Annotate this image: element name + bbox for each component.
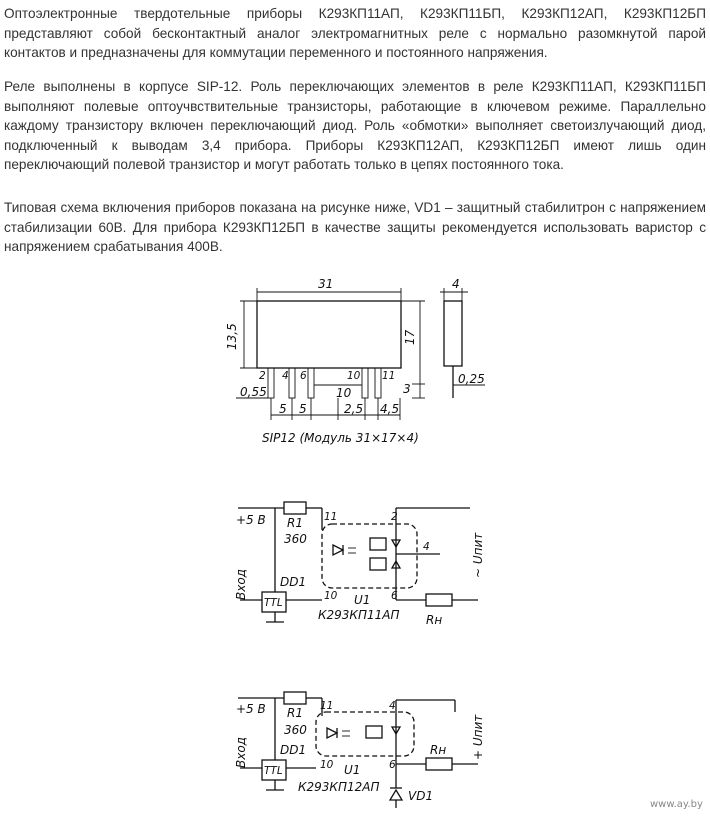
pin-label-10-b: 10: [320, 759, 334, 771]
output-label: ~ Uпит: [471, 532, 485, 578]
dim-pitch-b: 5: [299, 402, 307, 416]
ttl-label: TTL: [264, 597, 283, 609]
module-name-b: К293КП12АП: [298, 780, 380, 794]
pin-label-11-b: 11: [320, 700, 334, 712]
gate-ref: DD1: [280, 575, 307, 589]
supply-label: +5 В: [236, 513, 266, 527]
pin-label-6-b: 6: [389, 759, 396, 771]
module-ref: U1: [354, 593, 371, 607]
input-label-b: Вход: [234, 737, 248, 768]
r1-value: 360: [284, 532, 307, 546]
resistor-r1-b: [284, 692, 306, 704]
pin-10: 10: [347, 370, 361, 382]
zener-icon: [390, 790, 402, 800]
output-label-b: + Uпит: [471, 714, 485, 760]
dim-gap: 10: [336, 386, 352, 400]
led-icon-b: [327, 728, 337, 738]
schematic-paragraph: Типовая схема включения приборов показана на рисунке ниже, VD1 – защитный стабилитрон с напряжением стабилизации 60В. Для прибора К293КП12БП в качестве защиты рекомендуется использовать варистор с напряжением срабатывания 400В.: [4, 200, 706, 254]
dim-lead-length: 3: [403, 382, 411, 396]
ttl-label-b: TTL: [264, 765, 283, 777]
r1-value-b: 360: [284, 723, 307, 737]
intro-paragraph: Оптоэлектронные твердотельные приборы К293КП11АП, К293КП11БП, К293КП12АП, К293КП12БП представляют собой бесконтактный аналог электромагнитных реле с нормально разомкнутой парой контактов и предназначены для коммутации переменного и постоянного напряжения.: [4, 6, 706, 60]
dim-length: 31: [318, 277, 334, 291]
input-label: Вход: [234, 569, 248, 600]
supply-label-b: +5 В: [236, 702, 266, 716]
package-caption: SIP12 (Модуль 31×17×4): [262, 431, 419, 445]
dim-pitch-c: 2,5: [344, 402, 364, 416]
pin-11: 11: [382, 370, 396, 382]
dim-total-height: 17: [403, 329, 417, 345]
load-resistor-b: [426, 758, 452, 770]
pin-6: 6: [300, 370, 307, 382]
gate-ref-b: DD1: [280, 743, 307, 757]
module-ref-b: U1: [344, 763, 361, 777]
dim-lead-width: 0,55: [240, 385, 267, 399]
pin-label-2: 2: [391, 511, 398, 523]
module-name: К293КП11АП: [318, 608, 400, 622]
pin-4: 4: [282, 370, 289, 382]
package-paragraph: Реле выполнены в корпусе SIP-12. Роль переключающих элементов в реле К293КП11АП, К293КП11БП выполняют полевые оптоучвствительные транзисторы, работающие в ключевом режиме. Параллельно каждому транзистору включен переключающий диод. Роль «обмотки» выполняет светоизлучающий диод, подключенный к выводам 3,4 прибора. Приборы К293КП12АП, К293КП12БП имеют лишь один переключающий полевой транзистор и могут работать только в цепях постоянного тока.: [4, 79, 706, 172]
dim-height: 13,5: [225, 323, 239, 350]
watermark: www.ay.by: [650, 799, 703, 810]
pin-label-10: 10: [324, 590, 338, 602]
pin-label-11: 11: [324, 511, 338, 523]
r1-ref: R1: [287, 516, 303, 530]
pin-label-4: 4: [423, 541, 430, 553]
mosfet-icon: [366, 726, 382, 738]
dim-lead-thickness: 0,25: [458, 372, 485, 386]
zener-label: VD1: [408, 789, 434, 803]
dim-pitch-d: 4,5: [380, 402, 400, 416]
dim-pitch-a: 5: [279, 402, 287, 416]
pin-label-4-b: 4: [389, 700, 396, 712]
load-label: Rн: [426, 613, 443, 627]
dim-thickness: 4: [452, 277, 460, 291]
r1-ref-b: R1: [287, 706, 303, 720]
module-u1-b: [316, 712, 414, 756]
pin-2: 2: [259, 370, 266, 382]
pin-label-6: 6: [391, 590, 398, 602]
load-label-b: Rн: [430, 743, 447, 757]
